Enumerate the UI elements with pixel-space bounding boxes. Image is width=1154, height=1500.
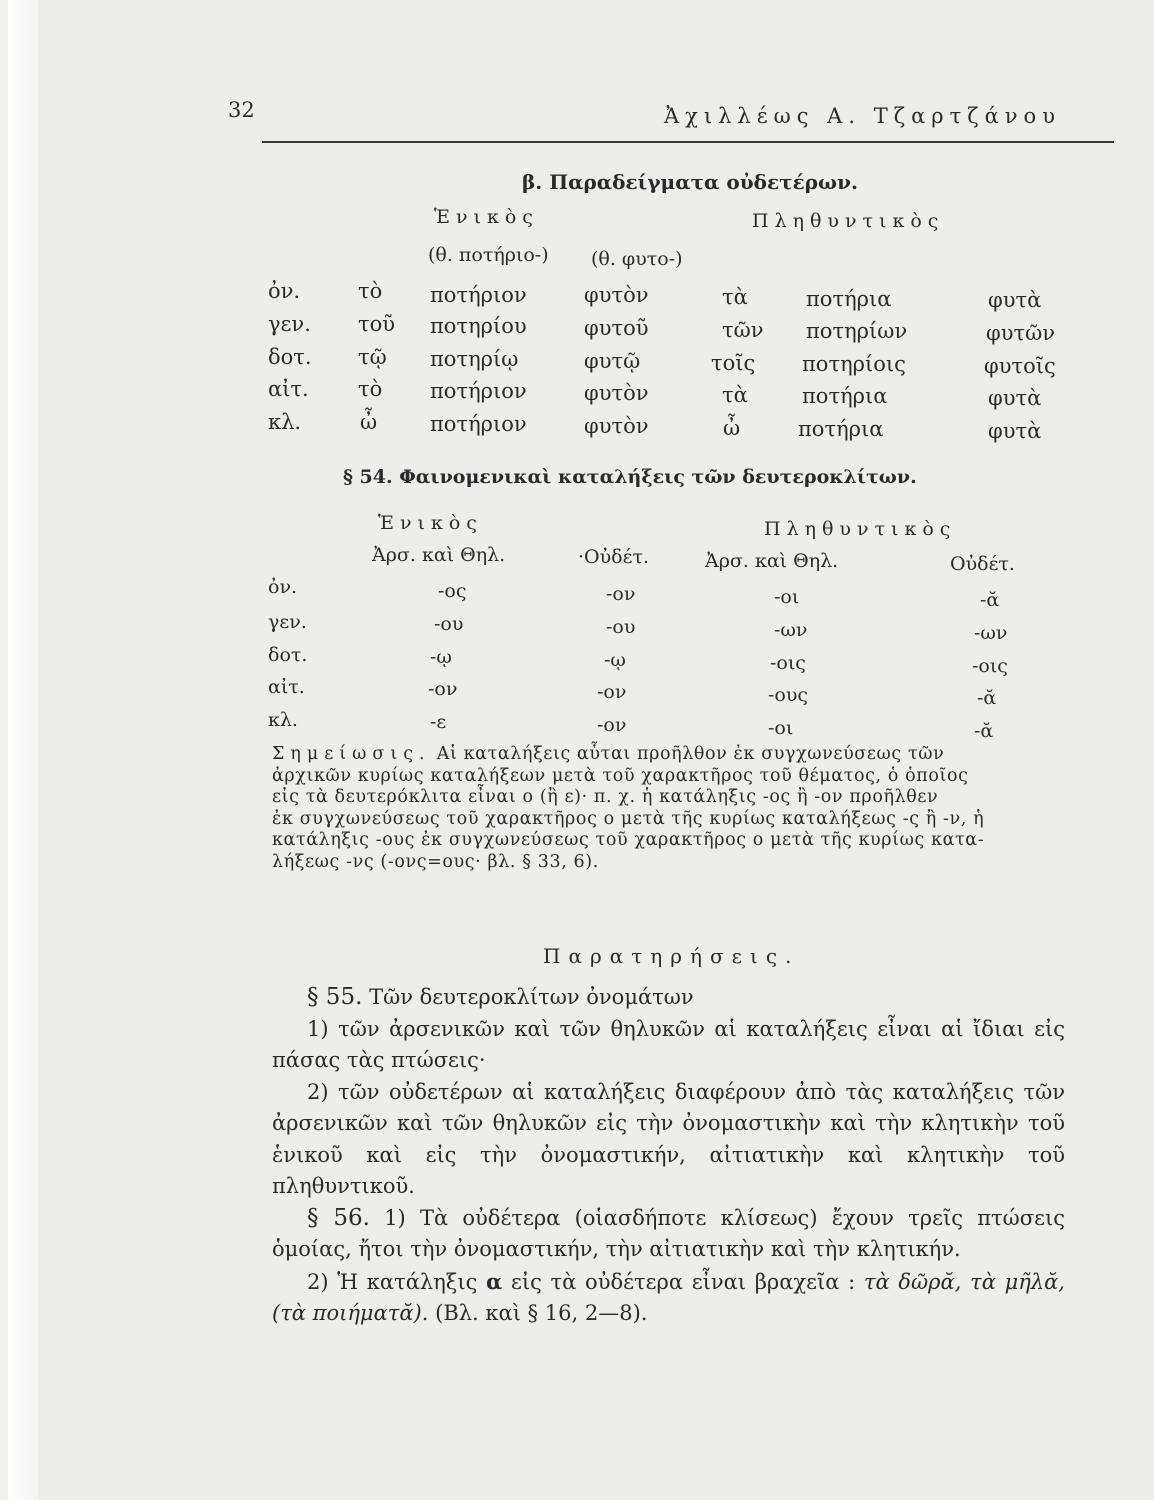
- ending: -ᾰ: [980, 589, 1000, 611]
- ending: -οις: [770, 652, 806, 674]
- section-56-item-1: 1) Τὰ οὐδέτερα (οἱασδήποτε κλίσεως) ἔχουν τρεῖς πτώσεις ὁμοίας, ἤτοι τὴν ὀνομαστικήν, τὴν αἰτιατικὴν καὶ τὴν κλητικήν.: [272, 1205, 1065, 1261]
- form-potirio: ποτηρίῳ: [430, 347, 519, 371]
- case-label: δοτ.: [268, 644, 308, 666]
- page-number: 32: [228, 98, 255, 122]
- note-paragraph: [272, 744, 1072, 873]
- header-rule: [262, 141, 1114, 143]
- ending: -ων: [774, 619, 808, 641]
- plural-label: Πληθυντικὸς: [764, 518, 957, 540]
- ending: -οις: [972, 655, 1008, 677]
- note-line: ἐκ συγχωνεύσεως τοῦ χαρακτῆρος ο μετὰ τῆς κυρίως καταλήξεως -ς ἢ -ν, ἡ: [272, 808, 985, 829]
- section-55-number: § 55.: [307, 984, 363, 1010]
- ending: -ον: [597, 681, 627, 703]
- form-fyto: φυτὸν: [584, 414, 649, 438]
- article-singular: τὸ: [358, 279, 383, 303]
- ending: -ον: [606, 583, 636, 605]
- article-singular: τῷ: [358, 345, 387, 369]
- form-potiria-plural: ποτήρια: [802, 384, 888, 408]
- case-label: ὀν.: [268, 576, 298, 598]
- form-fyta-plural: φυτοῖς: [984, 354, 1056, 378]
- plural-label: Πληθυντικὸς: [752, 210, 945, 232]
- column-header: Ἀρσ. καὶ Θηλ.: [372, 544, 506, 566]
- section-b-heading: β. Παραδείγματα οὐδετέρων.: [522, 170, 858, 194]
- form-potiria-plural: ποτήρια: [806, 287, 892, 311]
- ending: -ᾰ: [977, 687, 997, 709]
- article-plural: ὦ: [723, 416, 741, 440]
- singular-label: Ἑνικὸς: [378, 512, 483, 534]
- note-line: ἀρχικῶν κυρίως καταλήξεων μετὰ τοῦ χαρακτῆρος τοῦ θέματος, ὁ ὁποῖος: [272, 765, 969, 786]
- note-line: κατάληξις -ους ἐκ συγχωνεύσεως τοῦ χαρακτῆρος ο μετὰ τῆς κυρίως κατα-: [272, 830, 985, 850]
- section-56-examples: τὰ δῶρᾰ, τὰ μῆλᾰ, (τὰ ποιήματᾰ).: [272, 1269, 1065, 1325]
- case-label: αἰτ.: [268, 377, 309, 401]
- note-line: εἰς τὰ δευτερόκλιτα εἶναι ο (ἢ ε)· π. χ. ἡ κατάληξις -ος ἢ -ον προῆλθεν: [272, 787, 939, 807]
- case-label: γεν.: [268, 611, 307, 633]
- form-potirio: ποτήριον: [430, 379, 527, 403]
- form-fyto: φυτῷ: [584, 349, 641, 373]
- form-potiria-plural: ποτήρια: [798, 417, 884, 441]
- form-fyto: φυτὸν: [584, 381, 649, 405]
- case-label: αἰτ.: [268, 676, 305, 698]
- form-potiria-plural: ποτηρίων: [806, 319, 908, 343]
- case-label: δοτ.: [268, 345, 312, 369]
- section-55-item-2: 2) τῶν οὐδετέρων αἱ καταλήξεις διαφέρουν ἀπὸ τὰς καταλήξεις τῶν ἀρσενικῶν καὶ τῶν θηλυκῶν εἰς τὴν ὀνομαστικὴν καὶ τὴν κλητικὴν τοῦ ἑνικοῦ καὶ εἰς τὴν ὀνομαστικήν, αἰτιατικὴν καὶ κλητικὴν τοῦ πληθυντικοῦ.: [272, 1079, 1065, 1198]
- singular-label: Ἑνικὸς: [434, 206, 539, 228]
- ending: -ον: [597, 714, 627, 736]
- section-56-number: § 56.: [307, 1204, 370, 1231]
- article-singular: τοῦ: [358, 312, 396, 336]
- note-label: Σημείωσις.: [272, 744, 431, 764]
- ending: -ους: [768, 684, 809, 706]
- form-fyta-plural: φυτῶν: [986, 321, 1055, 345]
- form-potirio: ποτηρίου: [430, 314, 527, 338]
- ending: -ῳ: [604, 649, 626, 671]
- case-label: γεν.: [268, 312, 311, 336]
- section-55-intro: Τῶν δευτεροκλίτων ὀνομάτων: [369, 985, 694, 1009]
- article-singular: τὸ: [358, 377, 383, 401]
- column-header: Οὐδέτ.: [950, 553, 1015, 575]
- ending: -ου: [434, 613, 464, 635]
- section-54-heading: § 54. Φαινομενικαὶ καταλήξεις τῶν δευτεροκλίτων.: [343, 466, 917, 488]
- form-potirio: ποτήριον: [430, 283, 527, 307]
- section-56-reference: (Βλ. καὶ § 16, 2—8).: [435, 1301, 648, 1325]
- section-56-item-2-mid: εἰς τὰ οὐδέτερα εἶναι βραχεῖα :: [510, 1269, 856, 1294]
- ending: -ᾰ: [974, 720, 994, 742]
- stem-potirio: (θ. ποτήριο-): [428, 244, 549, 266]
- column-header: Ἀρσ. καὶ Θηλ.: [705, 550, 839, 572]
- note-line: Αἱ καταλήξεις αὗται προῆλθον ἐκ συγχωνεύσεως τῶν: [436, 744, 945, 764]
- case-label: κλ.: [268, 709, 298, 731]
- ending: -οι: [774, 586, 800, 608]
- ending: -ων: [974, 622, 1008, 644]
- form-fyto: φυτὸν: [584, 283, 649, 307]
- section-55: [272, 982, 1065, 1330]
- form-potiria-plural: ποτηρίοις: [802, 352, 906, 376]
- case-label: ὀν.: [268, 279, 301, 303]
- ending: -ῳ: [430, 646, 452, 668]
- stem-fyto: (θ. φυτο-): [591, 248, 683, 270]
- ending: -ου: [606, 616, 636, 638]
- ending: -ος: [438, 580, 467, 602]
- section-56-ending-alpha: α: [486, 1268, 503, 1294]
- form-fyta-plural: φυτὰ: [988, 288, 1042, 312]
- ending: -ον: [428, 678, 458, 700]
- form-fyta-plural: φυτὰ: [988, 386, 1042, 410]
- ending: -οι: [768, 717, 794, 739]
- case-label: κλ.: [268, 410, 302, 434]
- column-header: ·Οὐδέτ.: [578, 546, 649, 568]
- page: [36, 0, 1154, 1500]
- ending: -ε: [430, 711, 447, 733]
- form-fyta-plural: φυτὰ: [988, 419, 1042, 443]
- article-plural: τῶν: [722, 318, 764, 342]
- observations-heading: Παρατηρήσεις.: [543, 944, 800, 968]
- form-fyto: φυτοῦ: [584, 316, 649, 340]
- running-title: Ἀχιλλέως Α. Τζαρτζάνου: [664, 104, 1061, 128]
- form-potirio: ποτήριον: [430, 412, 527, 436]
- section-55-item-1: 1) τῶν ἀρσενικῶν καὶ τῶν θηλυκῶν αἱ καταλήξεις εἶναι αἱ ἴδιαι εἰς πάσας τὰς πτώσεις·: [272, 1016, 1065, 1072]
- article-plural: τὰ: [722, 383, 748, 407]
- article-plural: τὰ: [722, 285, 748, 309]
- note-line: λήξεως -νς (-ονς=ους· βλ. § 33, 6).: [272, 851, 599, 872]
- article-plural: τοῖς: [711, 351, 756, 375]
- article-singular: ὦ: [360, 410, 378, 434]
- section-56-item-2-start: 2) Ἡ κατάληξις: [307, 1269, 478, 1294]
